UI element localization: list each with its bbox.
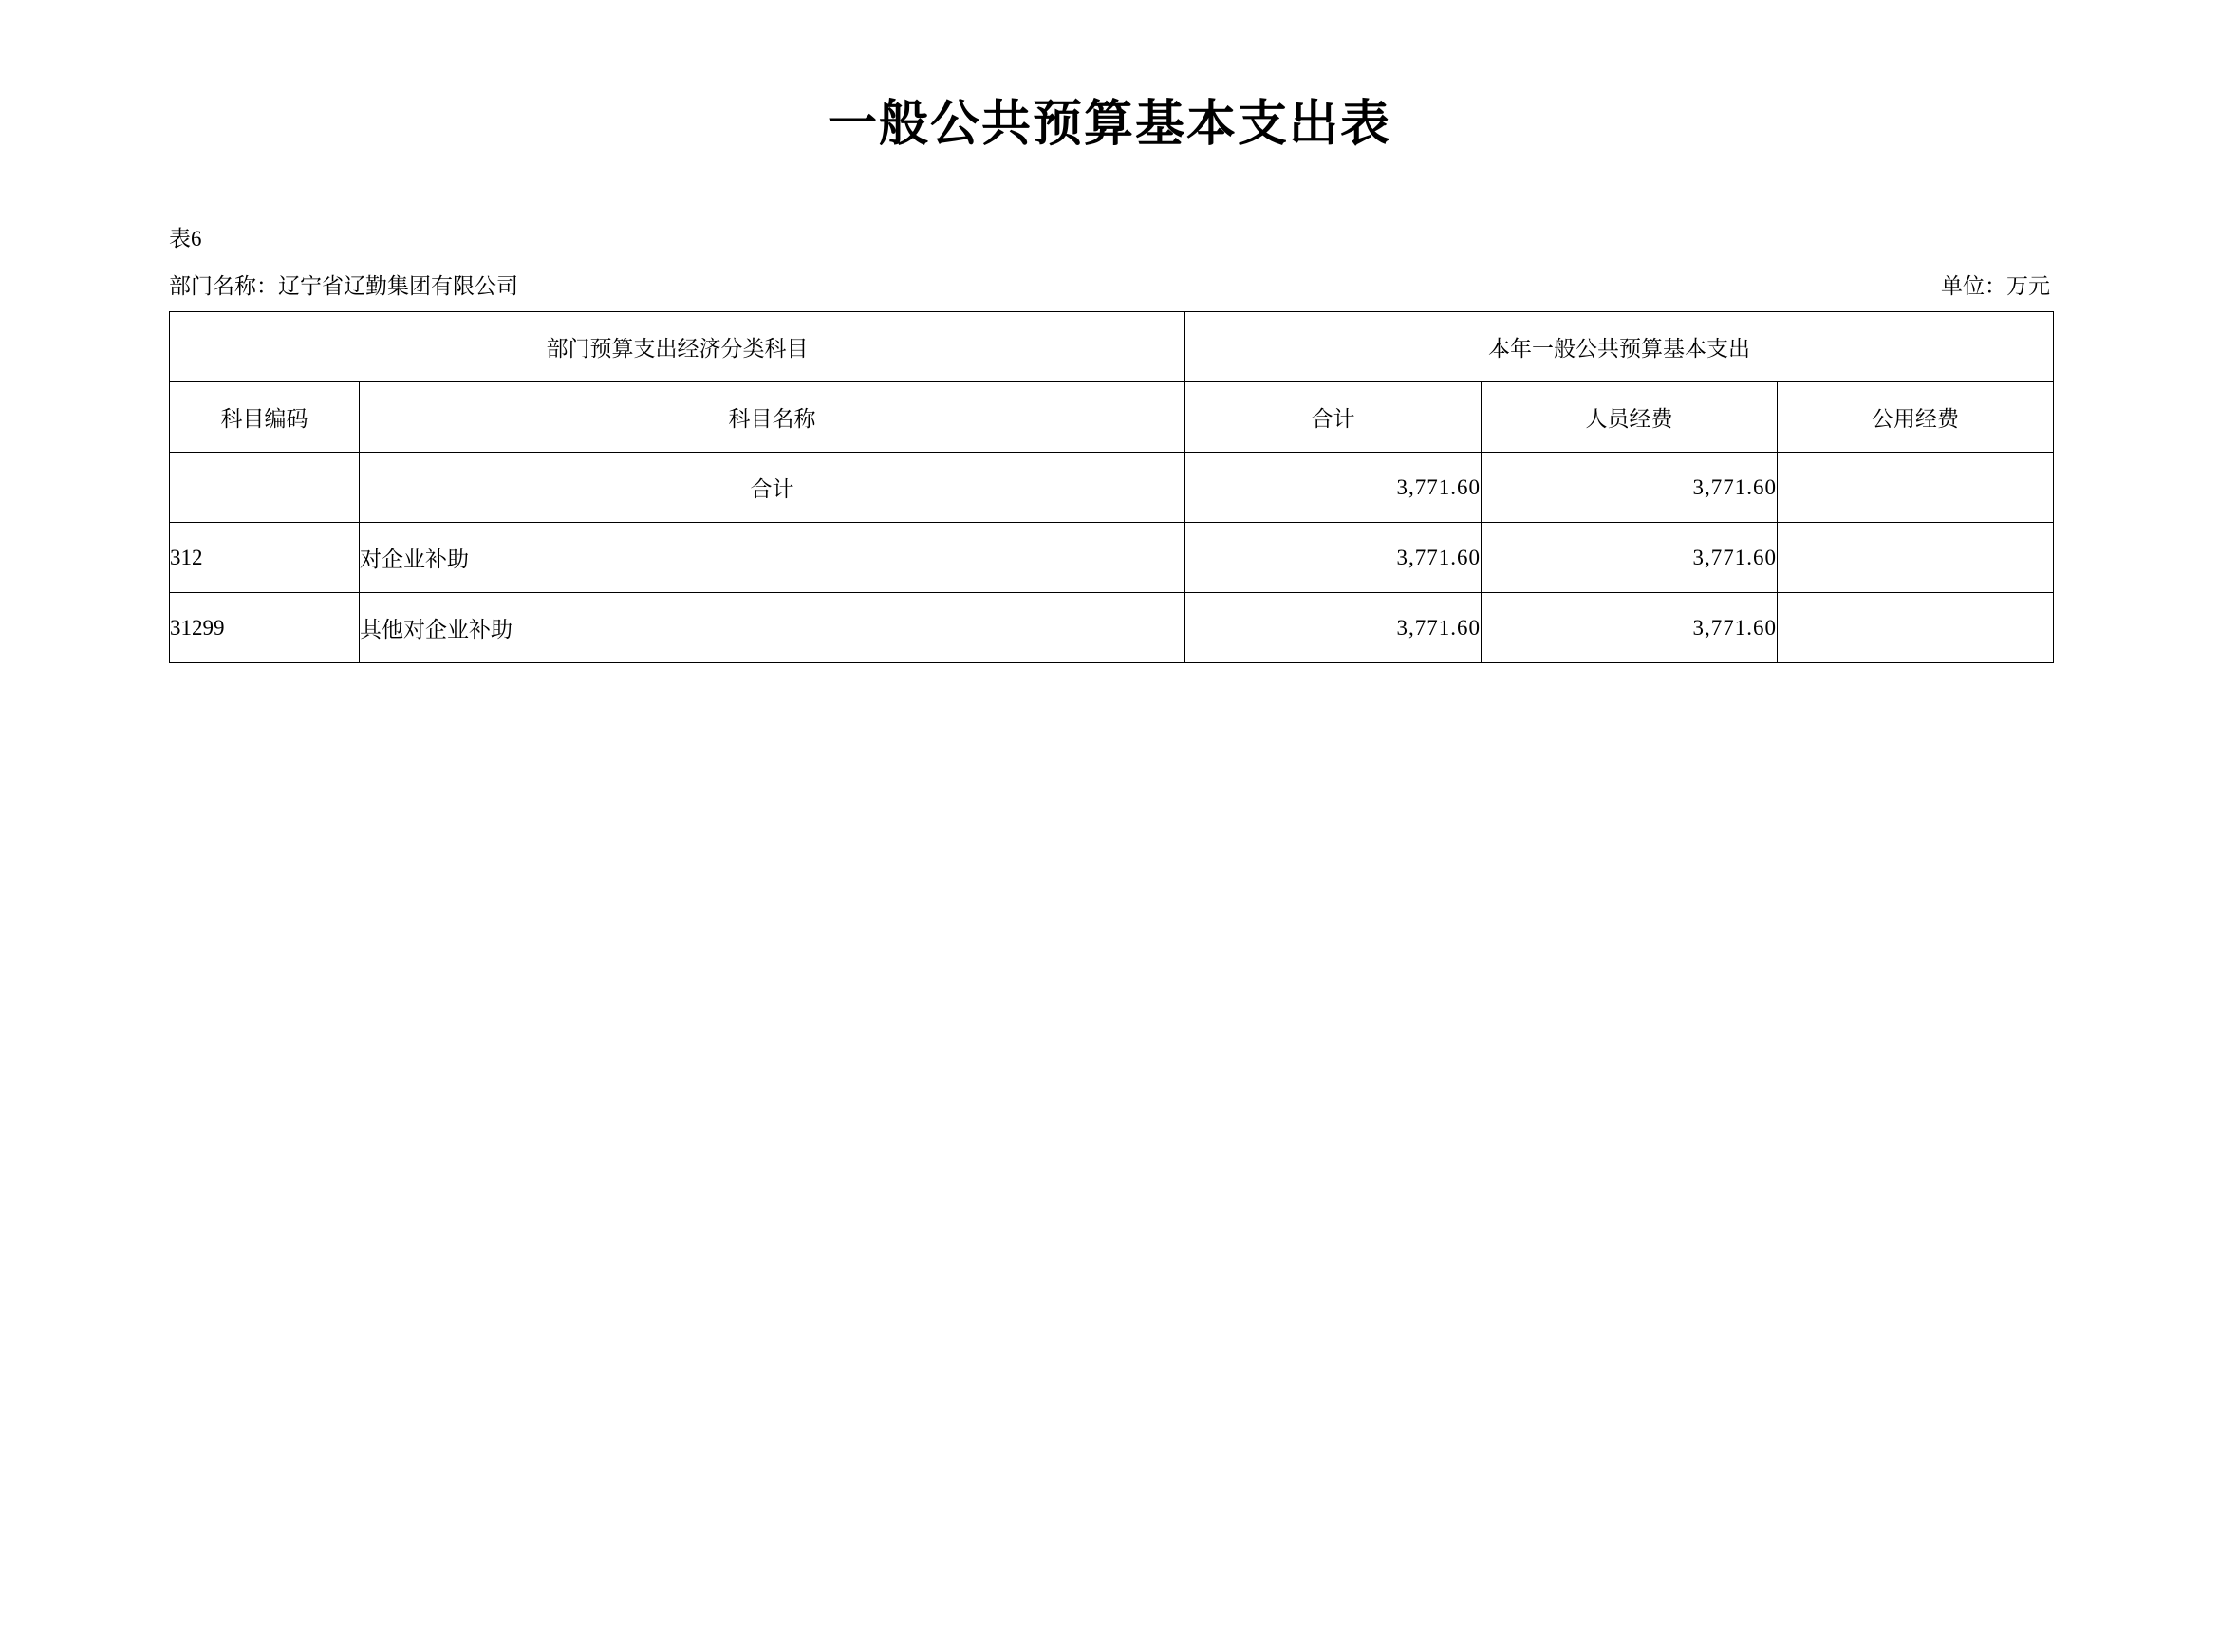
document-meta xyxy=(0,223,2219,304)
group-header-left: 部门预算支出经济分类科目 xyxy=(170,312,1185,382)
group-header-right: 本年一般公共预算基本支出 xyxy=(1185,312,2054,382)
column-header-code: 科目编码 xyxy=(170,382,360,453)
cell-total: 3,771.60 xyxy=(1185,523,1482,593)
cell-name: 其他对企业补助 xyxy=(360,593,1185,663)
table-column-header-row xyxy=(170,382,2054,453)
cell-personnel: 3,771.60 xyxy=(1482,453,1778,523)
column-header-name: 科目名称 xyxy=(360,382,1185,453)
table-row xyxy=(170,593,2054,663)
column-header-total: 合计 xyxy=(1185,382,1482,453)
cell-code: 31299 xyxy=(170,593,360,663)
cell-total: 3,771.60 xyxy=(1185,453,1482,523)
cell-name: 对企业补助 xyxy=(360,523,1185,593)
cell-personnel: 3,771.60 xyxy=(1482,593,1778,663)
unit-label: 单位：万元 xyxy=(1941,273,2050,298)
cell-code xyxy=(170,453,360,523)
table-row xyxy=(170,523,2054,593)
table-label: 表6 xyxy=(169,227,202,251)
cell-public xyxy=(1778,453,2054,523)
cell-total: 3,771.60 xyxy=(1185,593,1482,663)
document-page xyxy=(0,84,2219,1652)
table-row xyxy=(170,453,2054,523)
table-group-header-row xyxy=(170,312,2054,382)
department-label: 部门名称： xyxy=(169,273,278,298)
cell-code: 312 xyxy=(170,523,360,593)
department-name: 辽宁省辽勤集团有限公司 xyxy=(278,273,518,298)
department-line xyxy=(169,269,518,305)
cell-public xyxy=(1778,593,2054,663)
column-header-public: 公用经费 xyxy=(1778,382,2054,453)
column-header-personnel: 人员经费 xyxy=(1482,382,1778,453)
cell-name: 合计 xyxy=(360,453,1185,523)
budget-table xyxy=(169,311,2054,663)
cell-personnel: 3,771.60 xyxy=(1482,523,1778,593)
cell-public xyxy=(1778,523,2054,593)
page-title: 一般公共预算基本支出表 xyxy=(827,96,1391,153)
